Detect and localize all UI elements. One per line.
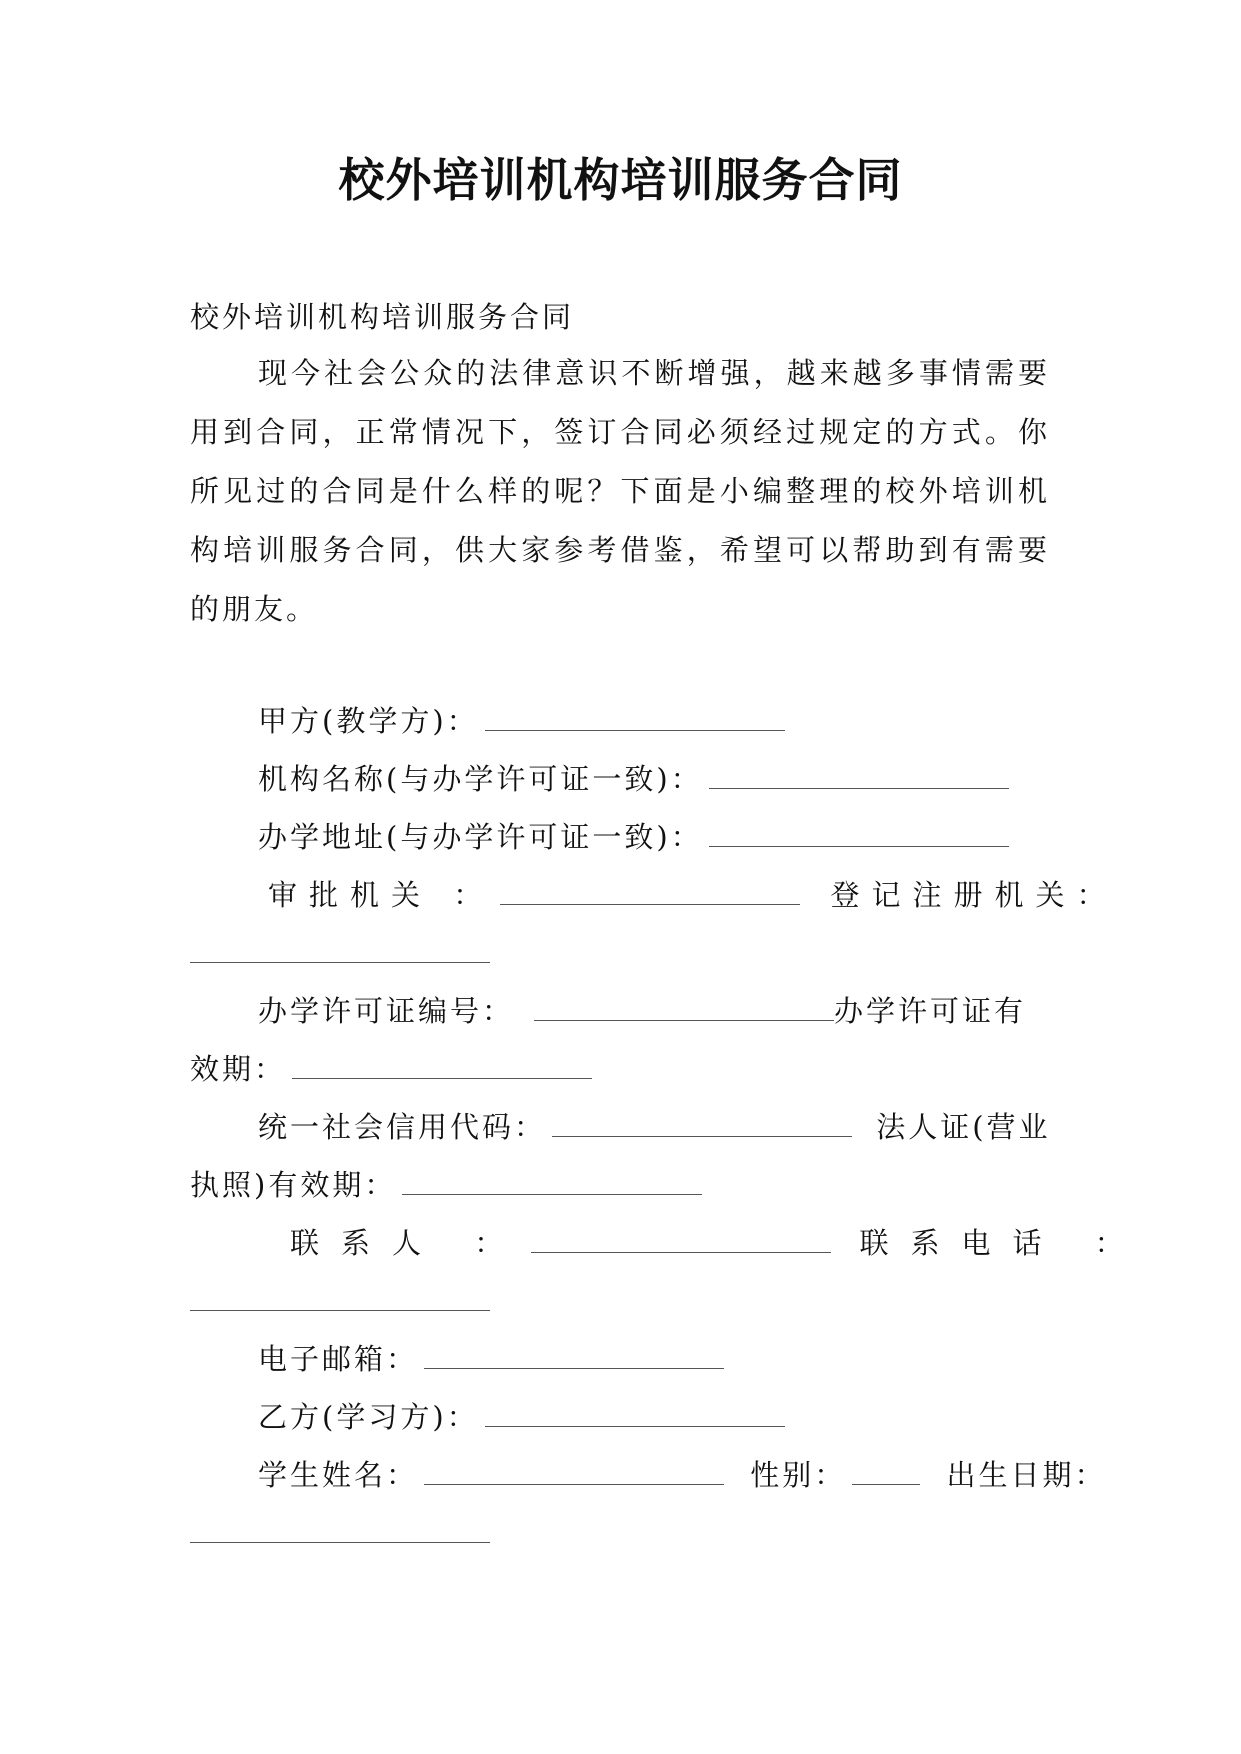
school-address-label: 办学地址(与办学许可证一致)： (258, 820, 703, 854)
org-name-label: 机构名称(与办学许可证一致)： (258, 762, 703, 796)
legal-cert-line (190, 1156, 1050, 1215)
email-line (190, 1330, 1118, 1389)
party-a-blank (485, 708, 785, 731)
contact-phone-blank (190, 1288, 490, 1311)
approval-authority-label: 审批机关 ： (268, 878, 495, 912)
party-a-label: 甲方(教学方)： (258, 704, 479, 738)
approval-authority-blank (500, 882, 800, 905)
license-validity-blank (292, 1056, 592, 1079)
contact-phone-label: 联系电话 ： (859, 1226, 1146, 1260)
party-b-label: 乙方(学习方)： (258, 1400, 479, 1434)
registration-authority-blank (190, 940, 490, 963)
party-a-line (190, 692, 1118, 751)
gender-label: 性别： (750, 1458, 847, 1492)
contact-person-blank (531, 1230, 831, 1253)
credit-code-blank (552, 1114, 852, 1137)
document-title: 校外培训机构培训服务合同 (338, 153, 903, 207)
gender-blank (852, 1462, 920, 1485)
student-name-blank (424, 1462, 724, 1485)
contact-phone-blank-line (190, 1272, 1050, 1331)
student-line (190, 1446, 1118, 1505)
approval-line (190, 866, 1128, 925)
birth-date-blank-line (190, 1504, 1050, 1563)
license-validity-label-b: 效期： (190, 1052, 287, 1086)
school-address-line (190, 808, 1118, 867)
credit-code-line (190, 1098, 1118, 1157)
birth-date-label: 出生日期： (946, 1458, 1107, 1492)
license-number-line (190, 982, 1118, 1041)
legal-cert-label-b: 执照)有效期： (190, 1168, 397, 1202)
school-address-blank (709, 824, 1009, 847)
license-validity-label-a: 办学许可证有 (834, 994, 1027, 1028)
registration-blank-line (190, 924, 1050, 983)
legal-cert-label-a: 法人证(营业 (876, 1110, 1051, 1144)
license-number-blank (534, 998, 834, 1021)
license-number-label: 办学许可证编号： (258, 994, 515, 1028)
email-label: 电子邮箱： (258, 1342, 419, 1376)
party-b-blank (485, 1404, 785, 1427)
org-name-line (190, 750, 1118, 809)
registration-authority-label: 登记注册机关： (830, 878, 1118, 912)
student-name-label: 学生姓名： (258, 1458, 419, 1492)
document-subtitle: 校外培训机构培训服务合同 (190, 300, 575, 334)
credit-code-label: 统一社会信用代码： (258, 1110, 547, 1144)
org-name-blank (709, 766, 1009, 789)
contact-person-label: 联系人 ： (290, 1226, 526, 1260)
contact-line (190, 1214, 1150, 1273)
email-blank (424, 1346, 724, 1369)
legal-cert-blank (402, 1172, 702, 1195)
intro-paragraph: 现今社会公众的法律意识不断增强，越来越多事情需要用到合同，正常情况下，签订合同必须经过规定的方式。你所见过的合同是什么样的呢？下面是小编整理的校外培训机构培训服务合同，供大家参考借鉴，希望可以帮助到有需要的朋友。 (190, 356, 1050, 626)
birth-date-blank (190, 1520, 490, 1543)
party-b-line (190, 1388, 1118, 1447)
license-validity-line (190, 1040, 1050, 1099)
